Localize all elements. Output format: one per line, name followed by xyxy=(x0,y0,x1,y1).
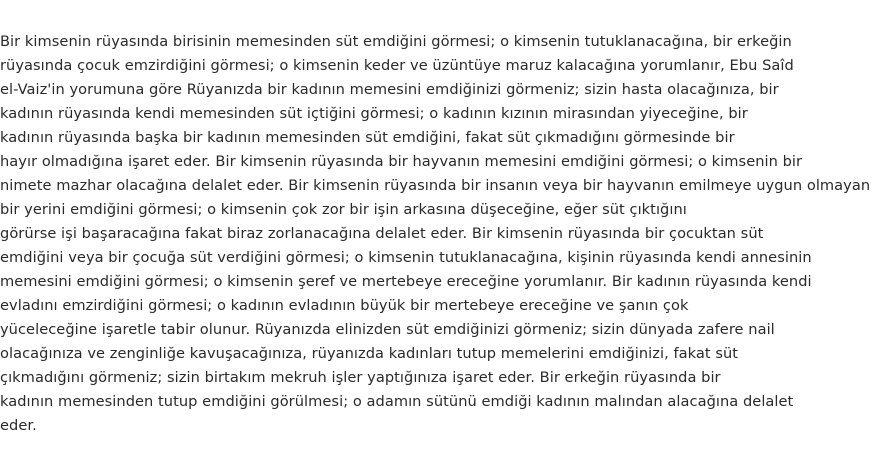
text-line-14: olacağınıza ve zenginliğe kavuşacağınıza, rüyanızda kadınları tutup memelerini emdiğinizi, fakat süt xyxy=(0,345,739,362)
text-line-12: evladını emzirdiğini görmesi; o kadının evladının büyük bir mertebeye ereceğine ve şanın çok xyxy=(0,297,689,314)
text-line-11: memesini emdiğini görmesi; o kimsenin şeref ve mertebeye ereceğine yorumlanır. Bir kadının rüyasında kendi xyxy=(0,273,812,290)
text-line-2: rüyasında çocuk emzirdiğini görmesi; o kimsenin keder ve üzüntüye maruz kalacağına yorumlanır, Ebu Saîd xyxy=(0,57,794,74)
document-body xyxy=(0,30,878,438)
text-line-6: hayır olmadığına işaret eder. Bir kimsenin rüyasında bir hayvanın memesini emdiğini görmesi; o kimsenin bir xyxy=(0,153,803,170)
text-line-5: kadının rüyasında başka bir kadının memesinden süt emdiğini, fakat süt çıkmadığını görmesinde bir xyxy=(0,129,735,146)
text-line-3: el-Vaiz'in yorumuna göre Rüyanızda bir kadının memesini emdiğinizi görmeniz; sizin hasta olacağınıza, bir xyxy=(0,81,779,98)
text-line-1: Bir kimsenin rüyasında birisinin memesinden süt emdiğini görmesi; o kimsenin tutuklanacağına, bir erkeğin xyxy=(0,33,792,50)
text-line-8: bir yerini emdiğini görmesi; o kimsenin çok zor bir işin arkasına düşeceğine, eğer süt çıktığını xyxy=(0,201,687,218)
text-line-9: görürse işi başaracağına fakat biraz zorlanacağına delalet eder. Bir kimsenin rüyasında bir çocuktan süt xyxy=(0,225,764,242)
text-line-16: kadının memesinden tutup emdiğini görülmesi; o adamın sütünü emdiği kadının malından alacağına delalet xyxy=(0,393,794,410)
text-line-13: yüceleceğine işaretle tabir olunur. Rüyanızda elinizden süt emdiğinizi görmeniz; sizin dünyada zafere nail xyxy=(0,321,775,338)
text-line-15: çıkmadığını görmeniz; sizin birtakım mekruh işler yaptığınıza işaret eder. Bir erkeğin rüyasında bir xyxy=(0,369,721,386)
text-line-17: eder. xyxy=(0,417,37,434)
text-line-7: nimete mazhar olacağına delalet eder. Bir kimsenin rüyasında bir insanın veya bir hayvanın emilmeye uygun olmayan xyxy=(0,177,871,194)
text-line-4: kadının rüyasında kendi memesinden süt içtiğini görmesi; o kadının kızının mirasından yiyeceğine, bir xyxy=(0,105,748,122)
text-line-10: emdiğini veya bir çocuğa süt verdiğini görmesi; o kimsenin tutuklanacağına, kişinin rüyasında kendi annesinin xyxy=(0,249,812,266)
